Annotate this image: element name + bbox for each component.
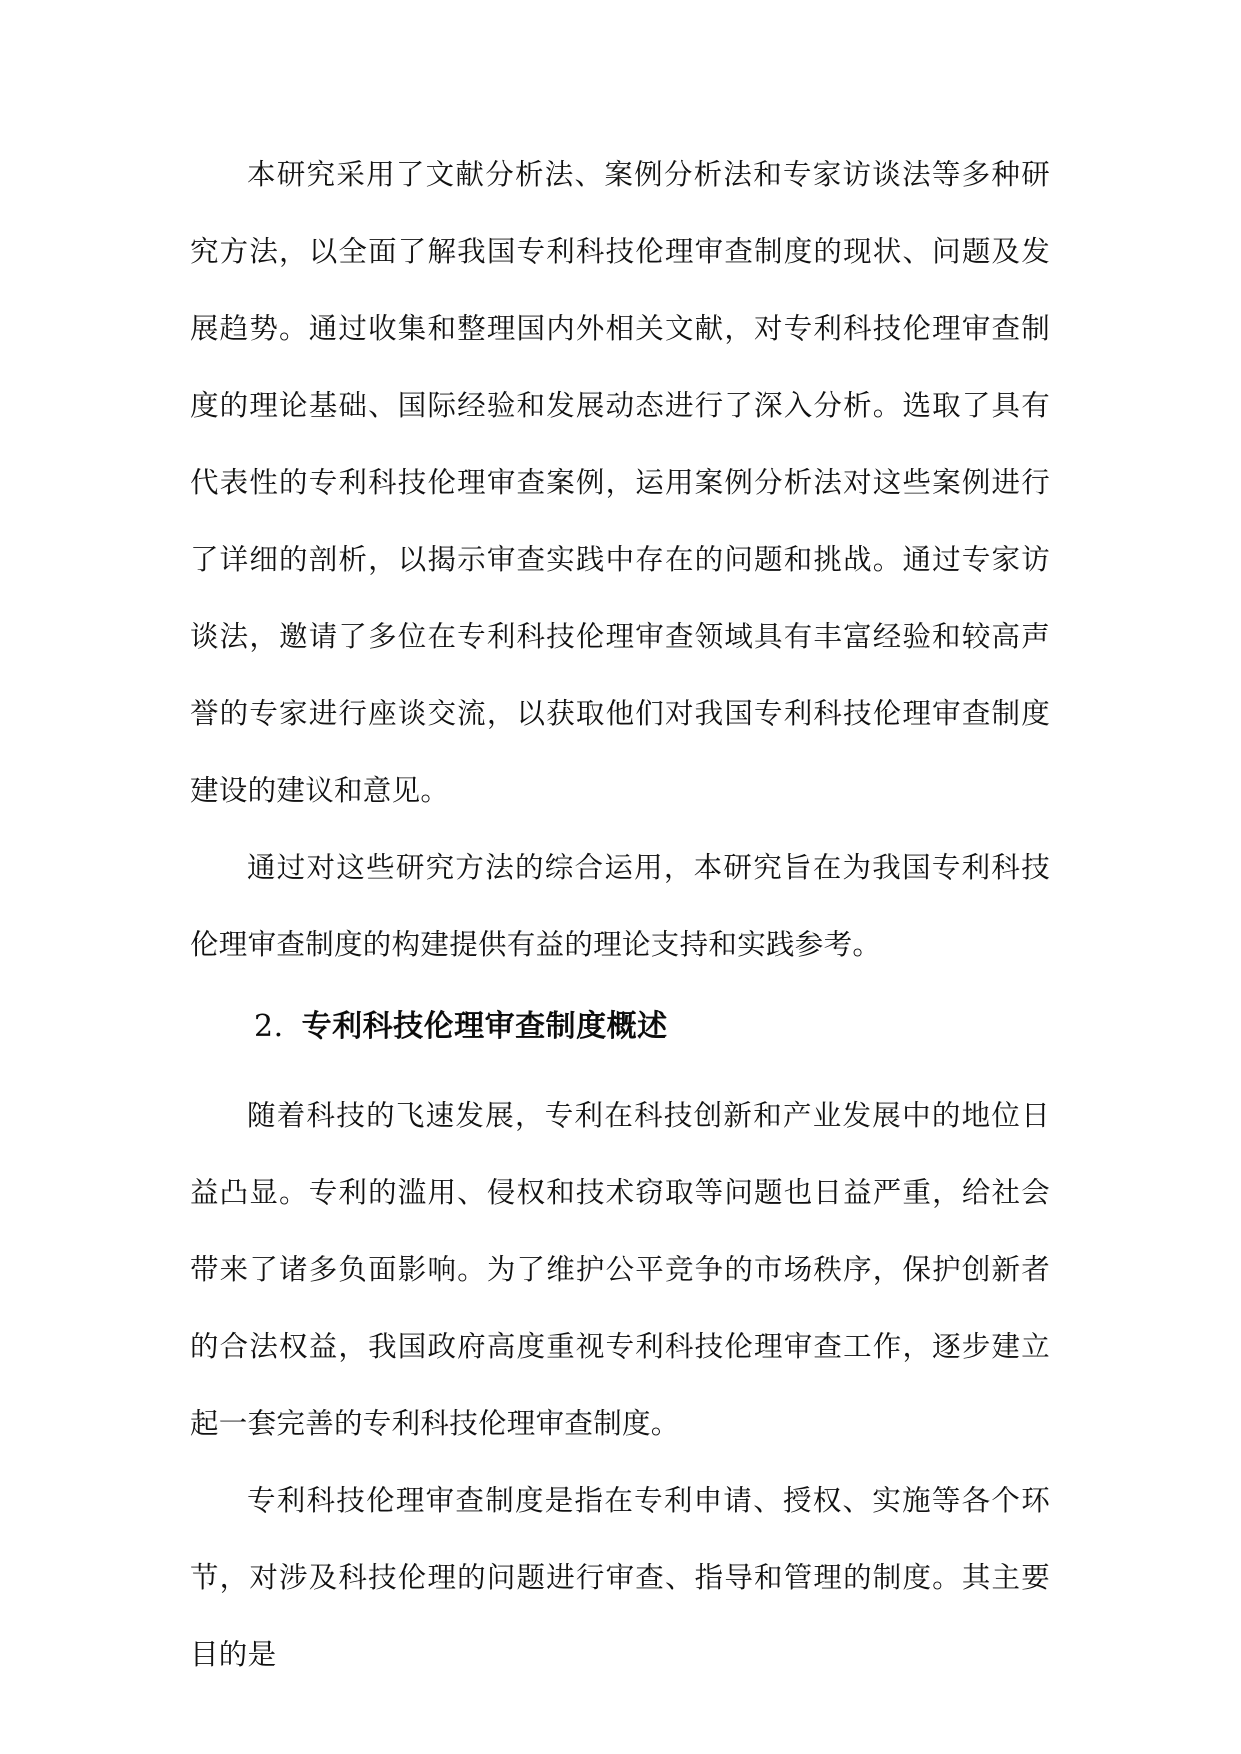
section-title: 专利科技伦理审查制度概述 xyxy=(301,1009,668,1044)
paragraph-background: 随着科技的飞速发展，专利在科技创新和产业发展中的地位日益凸显。专利的滥用、侵权和技术窃取等问题也日益严重，给社会带来了诸多负面影响。为了维护公平竞争的市场秩序，保护创新者的合法权益，我国政府高度重视专利科技伦理审查工作，逐步建立起一套完善的专利科技伦理审查制度。 xyxy=(190,1099,1050,1440)
paragraph-definition: 专利科技伦理审查制度是指在专利申请、授权、实施等各个环节，对涉及科技伦理的问题进行审查、指导和管理的制度。其主要目的是 xyxy=(190,1484,1050,1671)
section-heading xyxy=(254,1002,668,1052)
overview-section xyxy=(190,1077,1050,1693)
paragraph-research-purpose: 通过对这些研究方法的综合运用，本研究旨在为我国专利科技伦理审查制度的构建提供有益的理论支持和实践参考。 xyxy=(190,851,1050,961)
section-number: 2. xyxy=(254,1009,284,1044)
paragraph-research-methods: 本研究采用了文献分析法、案例分析法和专家访谈法等多种研究方法，以全面了解我国专利科技伦理审查制度的现状、问题及发展趋势。通过收集和整理国内外相关文献，对专利科技伦理审查制度的理论基础、国际经验和发展动态进行了深入分析。选取了具有代表性的专利科技伦理审查案例，运用案例分析法对这些案例进行了详细的剖析，以揭示审查实践中存在的问题和挑战。通过专家访谈法，邀请了多位在专利科技伦理审查领域具有丰富经验和较高声誉的专家进行座谈交流，以获取他们对我国专利科技伦理审查制度建设的建议和意见。 xyxy=(190,158,1050,807)
research-methods-section xyxy=(190,136,1050,983)
